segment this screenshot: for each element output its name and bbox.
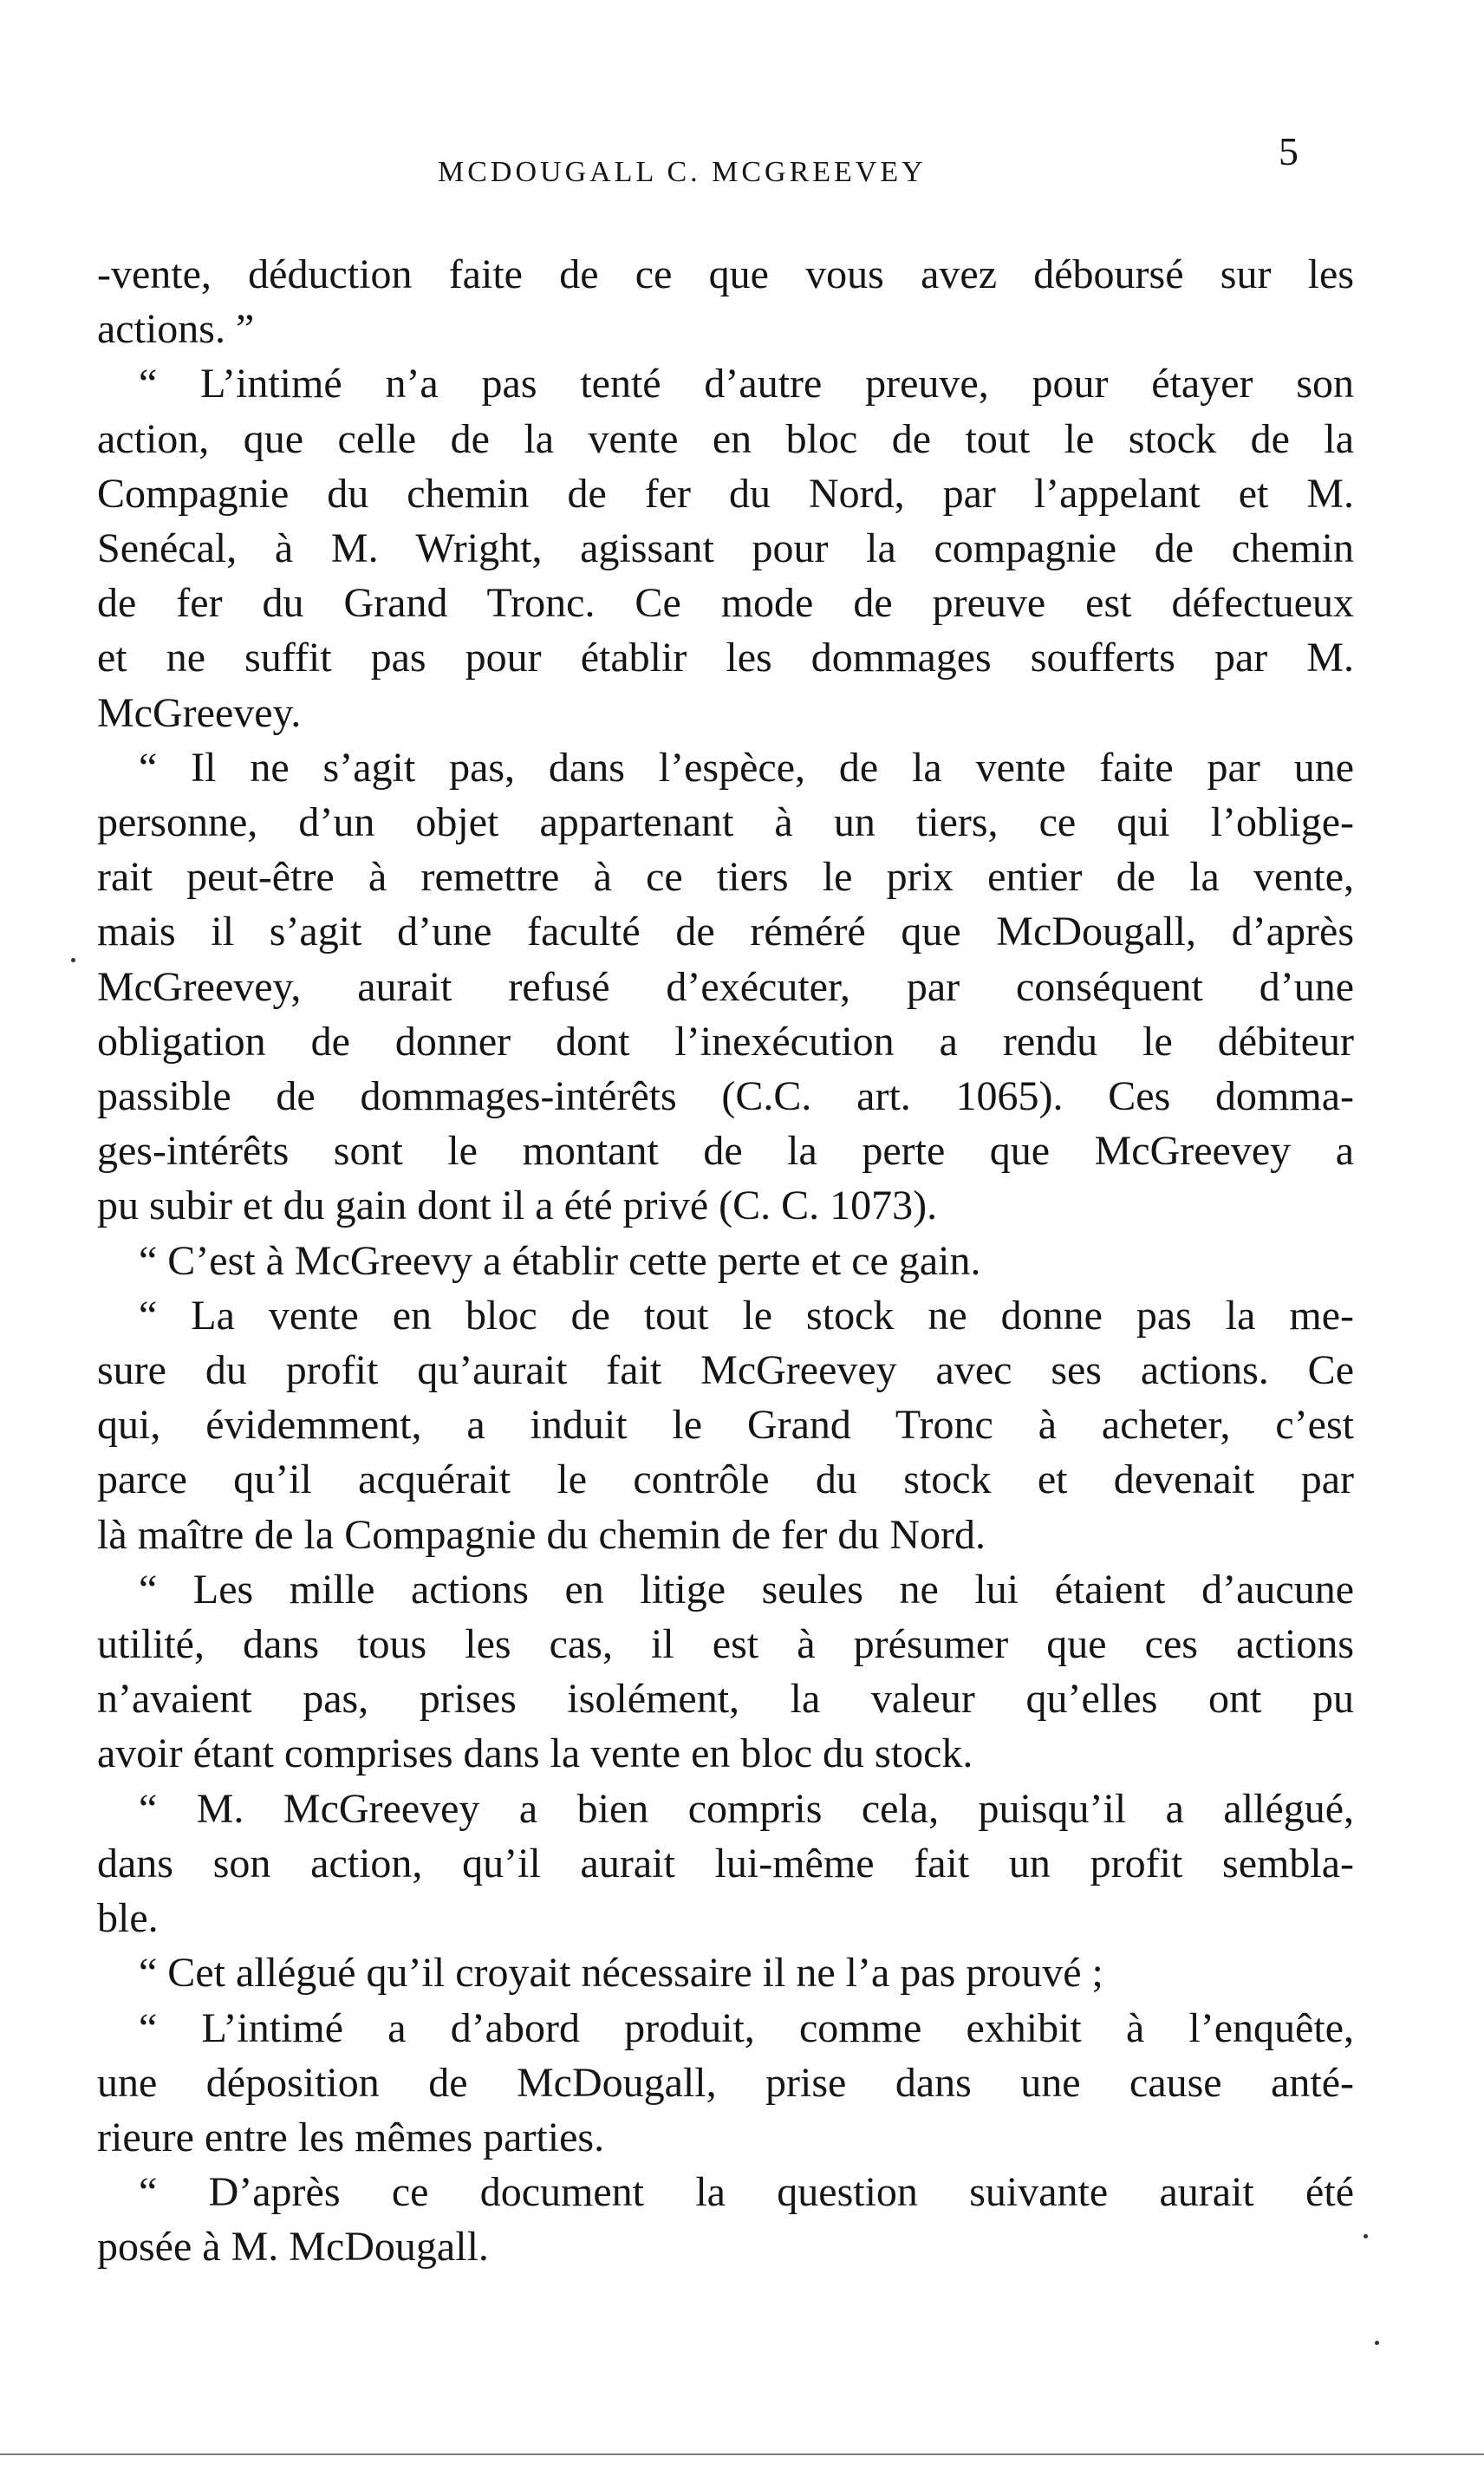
text-line: dans son action, qu’il aurait lui-même fait un profit sembla- [97, 1840, 1354, 1886]
text-line: une déposition de McDougall, prise dans une cause anté- [97, 2059, 1354, 2106]
print-speck [1364, 2234, 1368, 2238]
text-line: “ D’après ce document la question suivante aurait été [139, 2169, 1354, 2216]
text-line: avoir étant comprises dans la vente en bloc du stock. [97, 1730, 973, 1777]
text-line: Compagnie du chemin de fer du Nord, par l’appelant et M. [97, 470, 1354, 517]
text-line: pu subir et du gain dont il a été privé (C. C. 1073). [97, 1183, 938, 1229]
text-line: là maître de la Compagnie du chemin de fer du Nord. [97, 1511, 986, 1558]
text-line: posée à M. McDougall. [97, 2224, 489, 2271]
text-line: et ne suffit pas pour établir les dommages soufferts par M. [97, 635, 1354, 681]
text-line: qui, évidemment, a induit le Grand Tronc à acheter, c’est [97, 1402, 1354, 1449]
text-line: mais il s’agit d’une faculté de réméré que McDougall, d’après [97, 909, 1354, 955]
running-head: MCDOUGALL C. MCGREEVEY [438, 156, 927, 188]
text-line: “ Cet allégué qu’il croyait nécessaire il ne l’a pas prouvé ; [139, 1950, 1103, 1997]
text-line: Senécal, à M. Wright, agissant pour la compagnie de chemin [97, 525, 1354, 572]
text-line: McGreevey. [97, 689, 302, 736]
print-speck [1375, 2341, 1379, 2345]
text-line: “ L’intimé a d’abord produit, comme exhibit à l’enquête, [139, 2004, 1354, 2051]
text-line: de fer du Grand Tronc. Ce mode de preuve est défectueux [97, 580, 1354, 627]
text-line: action, que celle de la vente en bloc de tout le stock de la [97, 415, 1354, 462]
text-line: obligation de donner dont l’inexécution a rendu le débiteur [97, 1018, 1354, 1065]
text-line: “ Les mille actions en litige seules ne lui étaient d’aucune [139, 1566, 1354, 1613]
body-text [97, 247, 1354, 2275]
text-line: sure du profit qu’aurait fait McGreevey avec ses actions. Ce [97, 1347, 1354, 1394]
text-line: “ C’est à McGreevy a établir cette perte et ce gain. [139, 1237, 981, 1284]
text-line: “ Il ne s’agit pas, dans l’espèce, de la vente faite par une [139, 744, 1354, 791]
text-line: rait peut-être à remettre à ce tiers le prix entier de la vente, [97, 854, 1354, 901]
text-line: ges-intérêts sont le montant de la perte que McGreevey a [97, 1128, 1354, 1175]
page-edge-rule [0, 2453, 1484, 2455]
text-line: parce qu’il acquérait le contrôle du stock et devenait par [97, 1456, 1354, 1503]
text-line: “ L’intimé n’a pas tenté d’autre preuve, pour étayer son [139, 361, 1354, 407]
text-line: McGreevey, aurait refusé d’exécuter, par conséquent d’une [97, 963, 1354, 1010]
text-line: “ La vente en bloc de tout le stock ne donne pas la me- [139, 1292, 1354, 1339]
text-line: utilité, dans tous les cas, il est à présumer que ces actions [97, 1621, 1354, 1668]
text-line: actions. ” [97, 306, 255, 353]
text-line: passible de dommages-intérêts (C.C. art. 1065). Ces domma- [97, 1073, 1354, 1120]
text-line: “ M. McGreevey a bien compris cela, puisqu’il a allégué, [139, 1785, 1354, 1832]
text-line: n’avaient pas, prises isolément, la valeur qu’elles ont pu [97, 1676, 1354, 1723]
text-line: ble. [97, 1895, 159, 1942]
text-line: rieure entre les mêmes parties. [97, 2114, 605, 2160]
text-line: -vente, déduction faite de ce que vous avez déboursé sur les [97, 251, 1354, 297]
text-line: personne, d’un objet appartenant à un tiers, ce qui l’oblige- [97, 799, 1354, 846]
page-number: 5 [1279, 129, 1298, 173]
print-speck [71, 958, 75, 962]
